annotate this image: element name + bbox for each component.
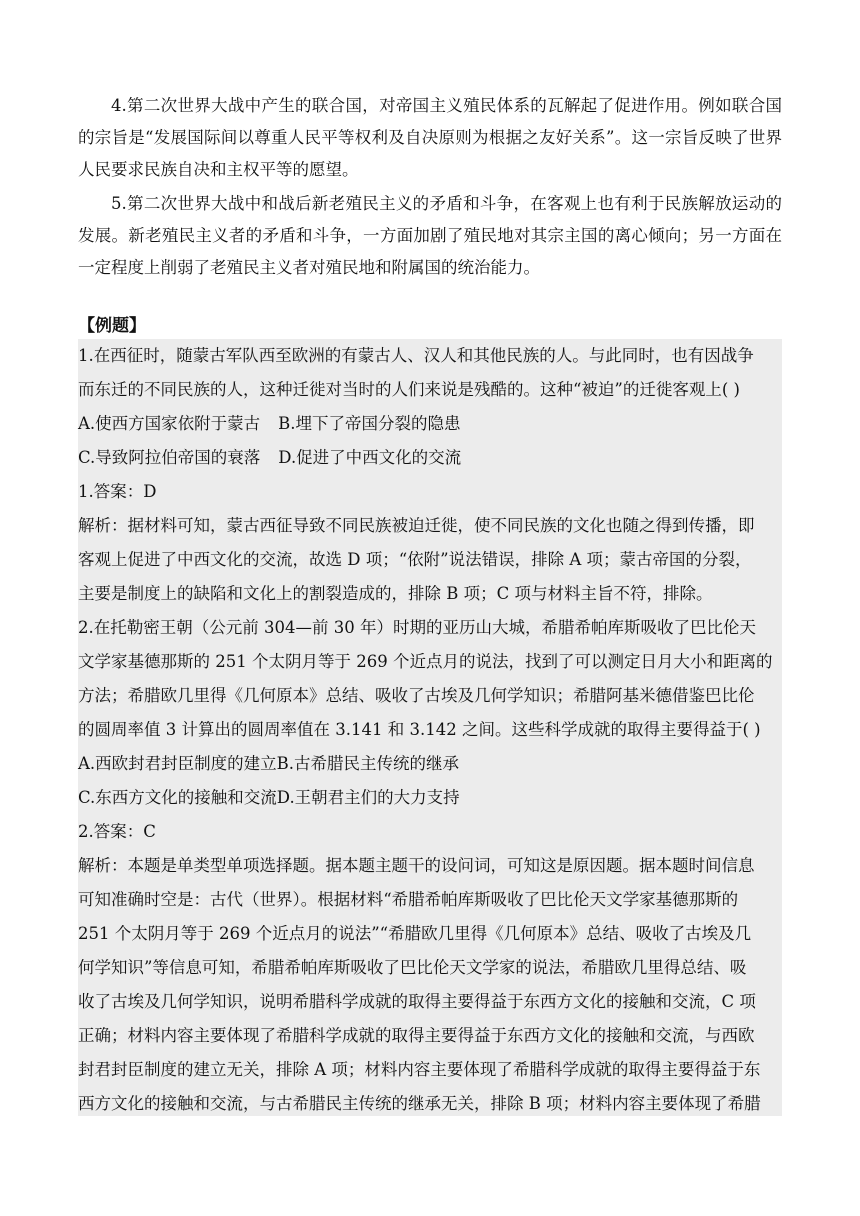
q1-analysis-line-1: 解析：据材料可知，蒙古西征导致不同民族被迫迁徙，使不同民族的文化也随之得到传播，即 (78, 516, 755, 535)
paragraph-4: 4.第二次世界大战中产生的联合国，对帝国主义殖民体系的瓦解起了促进作用。例如联合国的宗旨是“发展国际间以尊重人民平等权利及自决原则为根据之友好关系”。这一宗旨反映了世界人民要求民族自决和主权平等的愿望。 (78, 96, 782, 179)
q1-option-d: D.促进了中西文化的交流 (278, 448, 462, 467)
q1-option-a: A.使西方国家依附于蒙古 (78, 414, 261, 433)
q1-option-b: B.埋下了帝国分裂的隐患 (278, 414, 461, 433)
q2-stem-line-2: 文学家基德那斯的 251 个太阴月等于 269 个近点月的说法，找到了可以测定日月大小和距离的 (78, 652, 773, 671)
q2-option-a: A.西欧封君封臣制度的建立 (78, 754, 277, 773)
q2-analysis-line-2: 可知准确时空是：古代（世界）。根据材料“希腊希帕库斯吸收了巴比伦天文学家基德那斯的 (78, 890, 739, 909)
q2-analysis-line-8: 西方文化的接触和交流，与古希腊民主传统的继承无关，排除 B 项；材料内容主要体现了希腊 (78, 1094, 761, 1113)
q2-analysis-line-7: 封君封臣制度的建立无关，排除 A 项；材料内容主要体现了希腊科学成就的取得主要得益于东 (78, 1060, 761, 1079)
q1-options-row-1 (78, 408, 782, 440)
q1-analysis-line-2: 客观上促进了中西文化的交流，故选 D 项；“依附”说法错误，排除 A 项；蒙古帝国的分裂， (78, 550, 752, 569)
q1-stem-line-1: 1.在西征时，随蒙古军队西至欧洲的有蒙古人、汉人和其他民族的人。与此同时，也有因战争 (78, 346, 754, 365)
q2-analysis-line-5: 收了古埃及几何学知识，说明希腊科学成就的取得主要得益于东西方文化的接触和交流，C 项 (78, 992, 756, 1011)
q1-option-c: C.导致阿拉伯帝国的衰落 (78, 448, 261, 467)
q2-stem-line-4: 的圆周率值 3 计算出的圆周率值在 3.141 和 3.142 之间。这些科学成就的取得主要得益于( ) (78, 720, 761, 739)
q2-answer: 2.答案：C (78, 822, 156, 841)
q2-options-row-1 (78, 748, 782, 780)
q2-option-b: B.古希腊民主传统的继承 (276, 754, 460, 773)
q2-analysis-line-3: 251 个太阴月等于 269 个近点月的说法”“希腊欧几里得《几何原本》总结、吸收了古埃及几 (78, 924, 752, 943)
q1-analysis-line-3: 主要是制度上的缺陷和文化上的割裂造成的，排除 B 项；C 项与材料主旨不符，排除。 (78, 584, 713, 603)
q1-stem-line-2: 而东迁的不同民族的人，这种迁徙对当时的人们来说是残酷的。这种“被迫”的迁徙客观上( ) (78, 380, 740, 399)
q2-stem-line-1: 2.在托勒密王朝（公元前 304—前 30 年）时期的亚历山大城，希腊希帕库斯吸收了巴比伦天 (78, 618, 756, 637)
q2-analysis-line-6: 正确；材料内容主要体现了希腊科学成就的取得主要得益于东西方文化的接触和交流，与西欧 (78, 1026, 755, 1045)
intro-section (78, 90, 782, 284)
q2-analysis-line-1: 解析：本题是单类型单项选择题。据本题主题干的设问词，可知这是原因题。据本题时间信息 (78, 856, 755, 875)
section-title-examples: 【例题】 (78, 316, 146, 336)
q2-options-row-2 (78, 782, 782, 814)
q2-option-d: D.王朝君主们的大力支持 (276, 788, 460, 807)
paragraph-5: 5.第二次世界大战中和战后新老殖民主义的矛盾和斗争，在客观上也有利于民族解放运动的发展。新老殖民主义者的矛盾和斗争，一方面加剧了殖民地对其宗主国的离心倾向；另一方面在一定程度上削弱了老殖民主义者对殖民地和附属国的统治能力。 (78, 194, 782, 277)
q1-answer: 1.答案：D (78, 482, 157, 501)
q2-analysis-line-4: 何学知识”等信息可知，希腊希帕库斯吸收了巴比伦天文学家的说法，希腊欧几里得总结、吸 (78, 958, 747, 977)
q2-stem-line-3: 方法；希腊欧几里得《几何原本》总结、吸收了古埃及几何学知识；希腊阿基米德借鉴巴比伦 (78, 686, 755, 705)
q2-option-c: C.东西方文化的接触和交流 (78, 788, 277, 807)
q1-options-row-2 (78, 442, 782, 474)
